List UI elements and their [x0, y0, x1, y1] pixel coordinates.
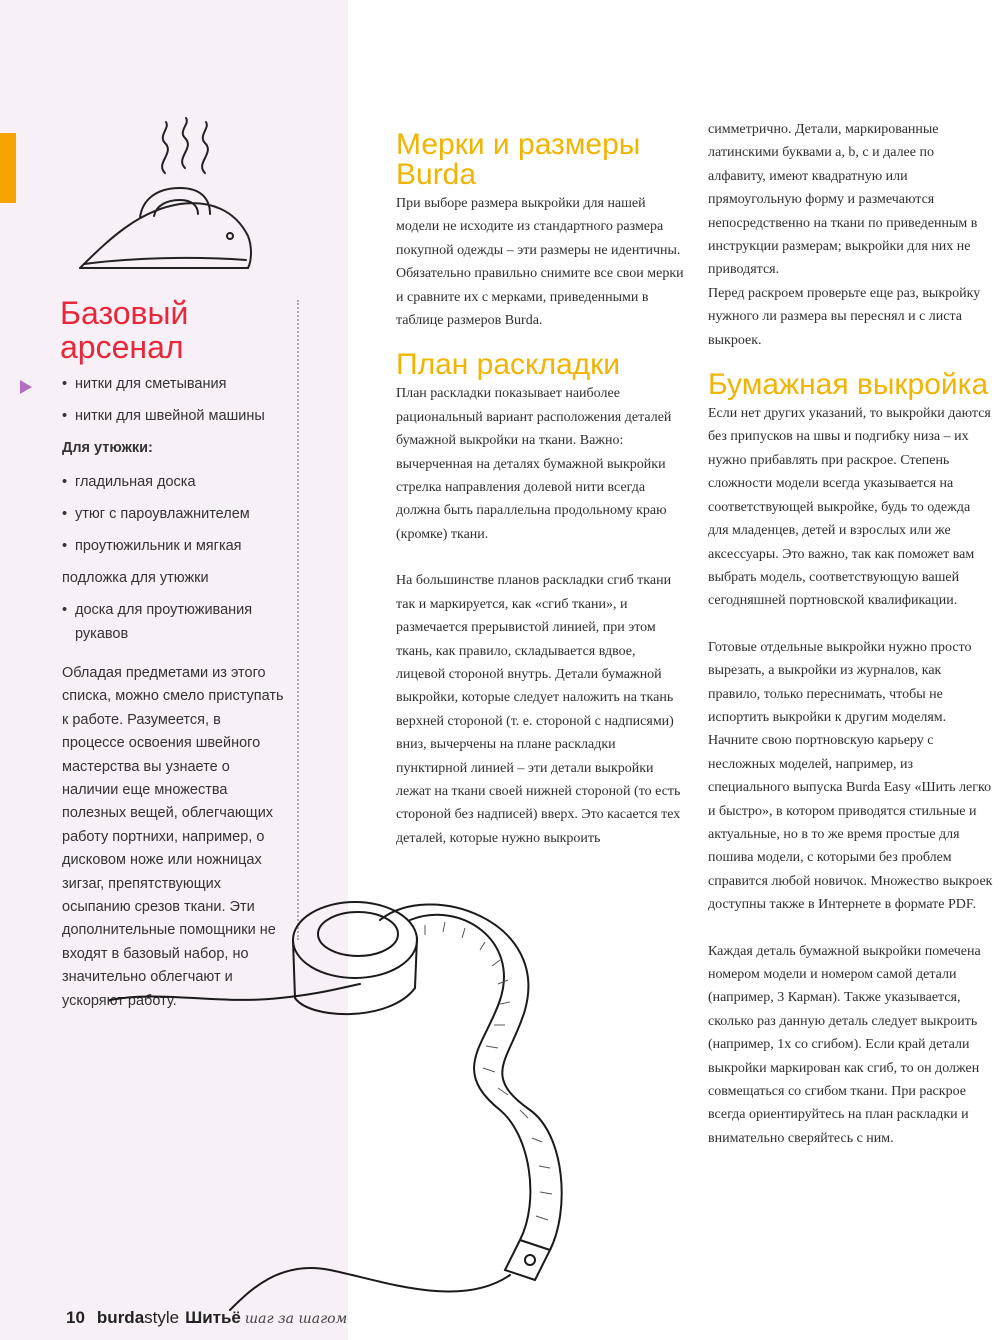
- paragraph: Готовые отдельные выкройки нужно просто вырезать, а выкройки из журналов, как правило, только переснимать, чтобы не испортить выкройки к другим моделям. Начните свою портновскую карьеру с несложных моделей, например, из специального выпуска Burda Easy «Шить легко и быстро», в котором приводятся стильные и актуальные, но в то же время простые для пошива модели, с которыми без проблем справится любой новичок. Множество выкроек доступны также в Интернете в формате PDF.: [708, 639, 993, 913]
- list-item: • доска для проутюживания рукавов: [62, 598, 292, 646]
- paragraph: Каждая деталь бумажной выкройки помечена номером модели и номером самой детали (например, 3 Карман). Также указывается, сколько раз данную деталь следует выкроить (например, 1x со сгибом). Если край детали выкройки маркирован как сгиб, то он должен совмещаться со сгибом ткани. При раскрое всегда ориентируйтесь на план раскладки и внимательно сверяйтесь с ним.: [708, 943, 981, 1146]
- iron-icon: [70, 118, 270, 278]
- paragraph: Перед раскроем проверьте еще раз, выкройку нужного ли размера вы переснял и с листа выкроек.: [708, 285, 981, 348]
- brand-suffix: style: [144, 1308, 180, 1327]
- list-item: • нитки для сметывания: [62, 372, 292, 396]
- heading-paper-pattern: Бумажная выкройка: [708, 368, 989, 402]
- page-number: 10: [66, 1308, 85, 1327]
- section-name: Шитьё: [185, 1308, 241, 1327]
- brand-name: burda: [96, 1308, 145, 1327]
- measuring-tape-icon: [80, 880, 700, 1320]
- orange-tab-marker: [0, 133, 16, 203]
- list-subheading: Для утюжки:: [62, 440, 153, 456]
- paragraph: Если нет других указаний, то выкройки даются без припусков на швы и подгибку низа – их нужно прибавлять при раскрое. Степень сложности модели всегда указывается на соответствующей выкройке, будь то одежда для младенцев, детей и взрослых или же аксессуары. Это важно, так как поможет вам выбрать модель, соответствующую вашей сегодняшней портновской квалификации.: [708, 406, 991, 609]
- paragraph: При выборе размера выкройки для нашей модели не исходите из стандартного размера покупной одежды – эти размеры не идентичны. Обязательно правильно снимите все свои мерки и сравните их с мерками, приведенными в таблице размеров Burda.: [396, 196, 684, 329]
- middle-column: [396, 130, 686, 850]
- dotted-separator: [297, 300, 299, 940]
- paragraph: симметрично. Детали, маркированные латинскими буквами a, b, c и далее по алфавиту, имеют квадратную или прямоугольную форму и размечаются непосредственно на ткани по приведенным в инструкции размерам; выкройки для них не приводятся.: [708, 122, 978, 278]
- list-item: • нитки для швейной машины: [62, 404, 292, 428]
- page-footer: [66, 1308, 347, 1328]
- paragraph: На большинстве планов раскладки сгиб ткани так и маркируется, как «сгиб ткани», и размечается прерывистой линией, при этом ткань, как правило, складывается вдвое, лицевой стороной внутрь. Детали бумажной выкройки, которые следует наложить на ткань верхней стороной (т. е. стороной с надписями) вниз, вычерчены на плане раскладки пунктирной линией – эти детали выкройки лежат на ткани своей нижней стороной (то есть стороной без надписей) вверх. Это касается тех деталей, которые нужно выкроить: [396, 573, 681, 846]
- sidebar-title: Базовый арсенал: [60, 295, 189, 365]
- list-item: • утюг с пароувлажнителем: [62, 502, 292, 526]
- sidebar-paragraph: Обладая предметами из этого списка, можно смело приступать к работе. Разумеется, в процессе освоения швейного мастерства вы узнаете о наличии еще множества полезных вещей, облегчающих работу портнихи, например, о дисковом ноже или ножницах зигзаг, препятствующих осыпанию срезов ткани. Эти дополнительные помощники не входят в базовый набор, но значительно облегчают и ускоряют работу.: [62, 665, 284, 1009]
- heading-measurements: Мерки и размеры Burda: [396, 128, 641, 191]
- list-item: • проутюжильник и мягкая: [62, 534, 292, 558]
- section-tagline: шаг за шагом: [244, 1311, 348, 1327]
- right-column: [708, 118, 993, 1150]
- pointer-arrow-icon: [20, 380, 32, 394]
- paragraph: План раскладки показывает наиболее рациональный вариант расположения деталей бумажной выкройки на ткани. Важно: вычерченная на деталях бумажной выкройки стрелка направления долевой нити всегда должна быть параллельна продольному краю (кромке) ткани.: [396, 386, 672, 542]
- list-item: • гладильная доска: [62, 470, 292, 494]
- list-continuation: подложка для утюжки: [62, 570, 209, 586]
- sidebar-list: [62, 372, 292, 654]
- heading-layout-plan: План раскладки: [396, 348, 621, 382]
